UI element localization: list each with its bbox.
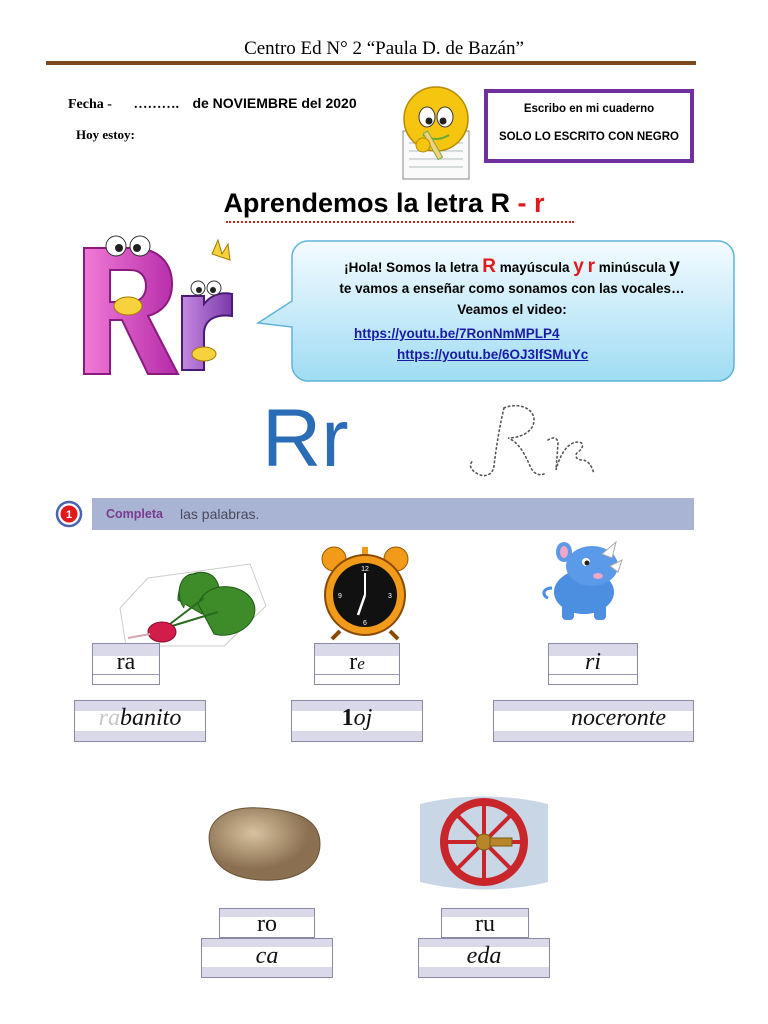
bubble-letter-r: r bbox=[587, 256, 595, 277]
word-card-rueda bbox=[418, 938, 550, 978]
bubble-y-2: y bbox=[669, 256, 680, 277]
instruction-line-1: Escribo en mi cuaderno bbox=[523, 103, 655, 115]
smiley-writing-icon bbox=[393, 83, 479, 183]
word-card-reloj bbox=[291, 700, 423, 742]
dotted-cursive-letters bbox=[460, 400, 600, 482]
title-tail: - r bbox=[510, 188, 545, 218]
word-card-roca bbox=[201, 938, 333, 978]
video-link-1[interactable]: https://youtu.be/7RonNmMPLP4 bbox=[354, 326, 560, 341]
instruction-line-2: SOLO LO ESCRITO CON NEGRO bbox=[499, 131, 679, 143]
word-rabanito bbox=[75, 705, 205, 732]
print-letters: Rr bbox=[262, 393, 349, 484]
word-rabanito-text: banito bbox=[120, 705, 182, 731]
syllable-ra: ra bbox=[116, 649, 136, 675]
bubble-text-1: ¡Hola! Somos la letra bbox=[344, 260, 483, 275]
bubble-y-1: y bbox=[573, 256, 584, 277]
word-reloj-1: 1 bbox=[341, 705, 354, 731]
bubble-text-3: minúscula bbox=[594, 260, 670, 275]
word-card-rinoceronte bbox=[493, 700, 694, 742]
school-name: Centro Ed N° 2 “Paula D. de Bazán” bbox=[244, 38, 524, 59]
svg-text:9: 9 bbox=[338, 593, 342, 600]
word-roca: ca bbox=[255, 943, 279, 969]
syllable-re bbox=[315, 649, 399, 676]
title-main: Aprendemos la letra R bbox=[223, 188, 511, 218]
bubble-text-2: mayúscula bbox=[495, 260, 574, 275]
activity-number-badge bbox=[55, 500, 83, 528]
page-title bbox=[0, 188, 768, 219]
bubble-line-3: Veamos el video: bbox=[457, 302, 567, 317]
syllable-card-ra bbox=[92, 643, 160, 685]
syllable-card-re bbox=[314, 643, 400, 685]
bubble-letter-R: R bbox=[482, 256, 496, 277]
word-reloj bbox=[292, 705, 422, 732]
activity-instruction: las palabras. bbox=[180, 506, 260, 522]
syllable-ri: ri bbox=[584, 649, 601, 675]
header-rule bbox=[46, 61, 696, 65]
syllable-ru: ru bbox=[475, 911, 495, 937]
title-underline bbox=[226, 221, 574, 223]
word-card-rabanito bbox=[74, 700, 206, 742]
word-rinoceronte: noceronte bbox=[570, 705, 667, 731]
date-month-year: de NOVIEMBRE del 2020 bbox=[192, 95, 357, 111]
bubble-line-1 bbox=[292, 256, 732, 278]
instruction-box bbox=[484, 89, 694, 163]
activity-label: Completa bbox=[106, 507, 163, 521]
word-reloj-text: oj bbox=[353, 705, 373, 731]
rhino-image bbox=[540, 532, 628, 624]
mood-label: Hoy estoy: bbox=[76, 127, 135, 142]
wheel-image bbox=[416, 796, 552, 890]
syllable-card-ro bbox=[219, 908, 315, 938]
radish-image bbox=[118, 560, 268, 650]
activity-number: 1 bbox=[65, 509, 73, 521]
svg-text:3: 3 bbox=[388, 593, 392, 600]
svg-text:12: 12 bbox=[361, 566, 369, 573]
syllable-re-e: e bbox=[357, 654, 365, 673]
video-link-2[interactable]: https://youtu.be/6OJ3lfSMuYc bbox=[397, 347, 589, 362]
rock-image bbox=[200, 800, 328, 886]
trace-ra: ra bbox=[98, 705, 120, 731]
alarm-clock-image bbox=[318, 545, 412, 641]
date-line bbox=[68, 95, 357, 113]
letter-r-character-illustration bbox=[70, 232, 245, 382]
svg-text:6: 6 bbox=[363, 620, 367, 627]
date-blank: ………. bbox=[133, 97, 179, 112]
syllable-ro: ro bbox=[257, 911, 277, 937]
syllable-card-ru bbox=[441, 908, 529, 938]
bubble-text bbox=[292, 256, 732, 320]
word-rueda: eda bbox=[466, 943, 502, 969]
bubble-line-2: te vamos a enseñar como sonamos con las vocales… bbox=[339, 281, 685, 296]
date-label: Fecha - bbox=[68, 97, 112, 112]
syllable-re-r: r bbox=[349, 649, 358, 675]
syllable-card-ri bbox=[548, 643, 638, 685]
